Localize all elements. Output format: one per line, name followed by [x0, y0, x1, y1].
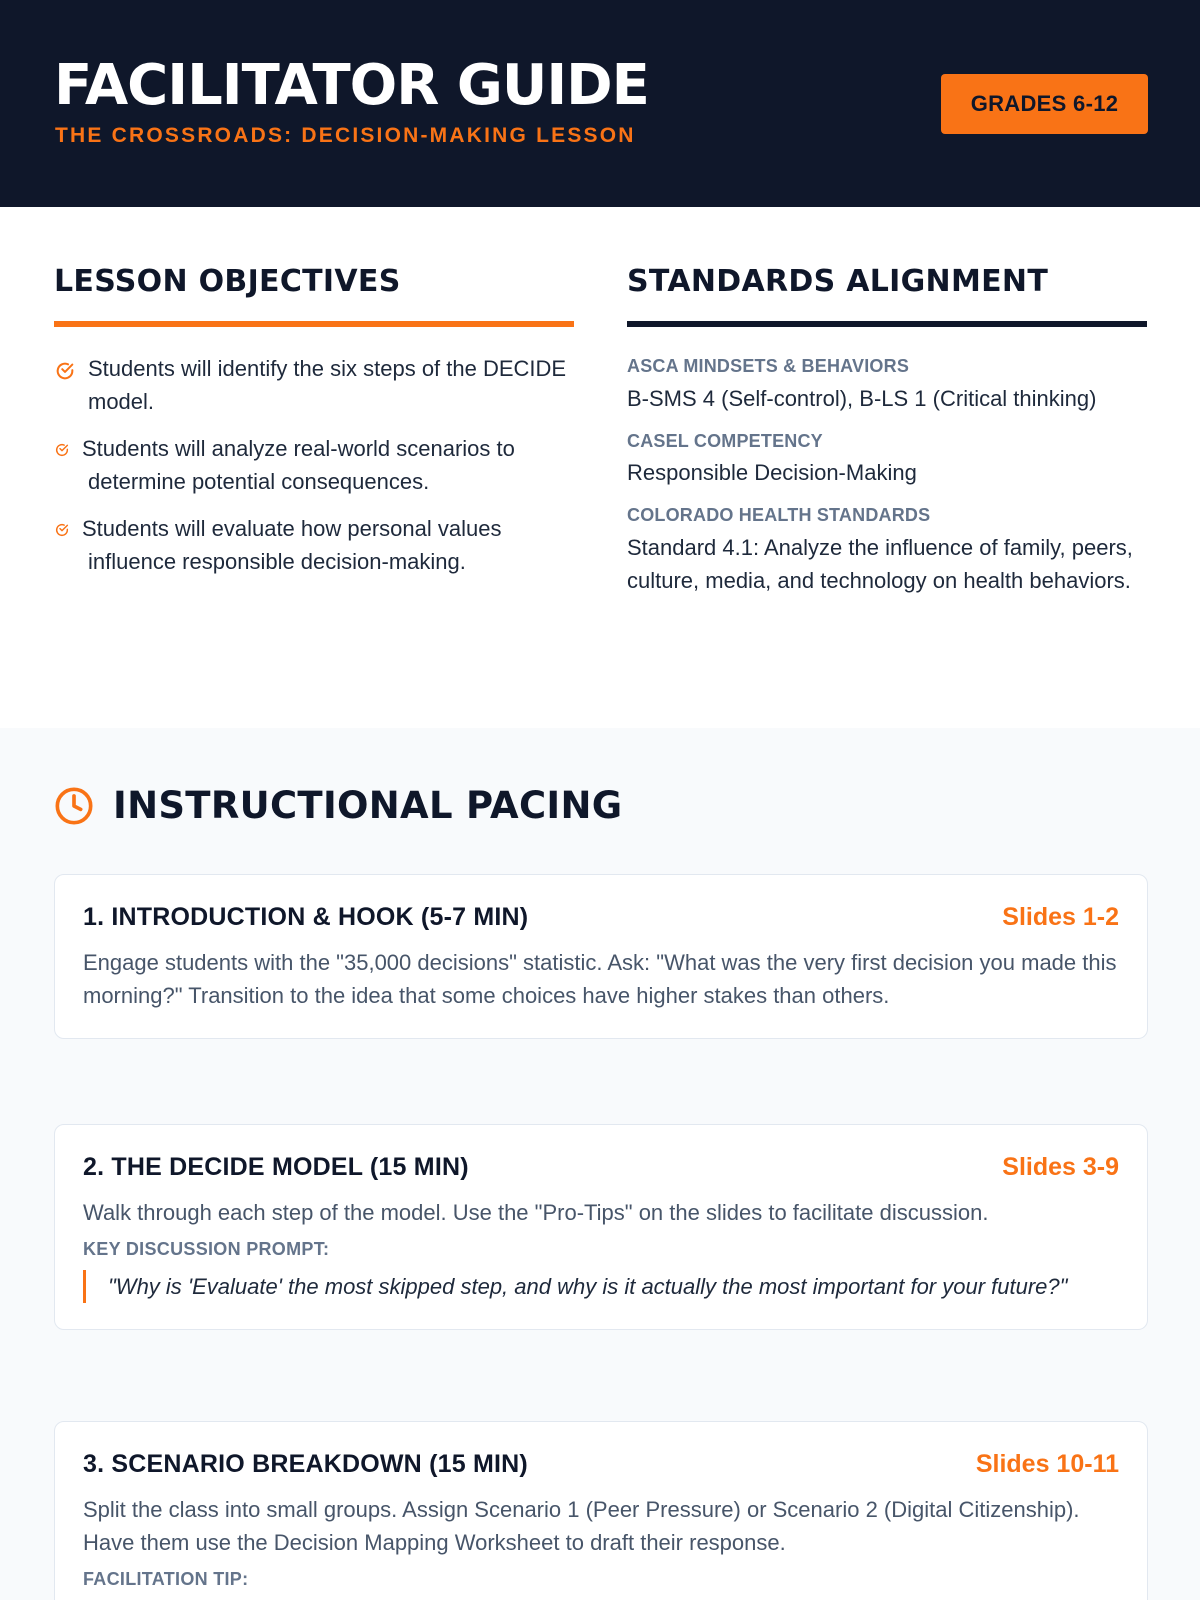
- card-body: Engage students with the "35,000 decisions" statistic. Ask: "What was the very first decision you made this morning?" Transition to the idea that some choices have higher stakes than others.: [83, 950, 1117, 1008]
- standard-label: CASEL COMPETENCY: [627, 430, 823, 451]
- card-title: 1. INTRODUCTION & HOOK (5-7 MIN): [83, 903, 529, 931]
- card-slides: Slides 1-2: [1002, 903, 1119, 931]
- page-header: [0, 0, 1200, 207]
- check-circle-icon: [54, 522, 70, 538]
- standards-list: [627, 356, 1147, 613]
- clock-icon: [54, 786, 94, 826]
- objective-item: [54, 352, 574, 418]
- standard-value: Responsible Decision-Making: [627, 460, 917, 486]
- card-body: Split the class into small groups. Assign Scenario 1 (Peer Pressure) or Scenario 2 (Digital Citizenship). Have them use the Decision Mapping Worksheet to draft their response.: [83, 1497, 1080, 1555]
- objectives-divider: [54, 321, 574, 327]
- prompt-label: FACILITATION TIP:: [83, 1569, 249, 1589]
- standard-value: Standard 4.1: Analyze the influence of family, peers, culture, media, and technology on health behaviors.: [627, 534, 1133, 593]
- standard-label: ASCA MINDSETS & BEHAVIORS: [627, 356, 910, 376]
- objective-text: Students will analyze real-world scenarios to determine potential consequences.: [82, 436, 515, 494]
- pacing-card: [54, 874, 1148, 1039]
- check-circle-icon: [54, 442, 70, 458]
- prompt-label: KEY DISCUSSION PROMPT:: [83, 1239, 330, 1259]
- objective-item: [54, 512, 574, 578]
- card-title: 3. SCENARIO BREAKDOWN (15 MIN): [83, 1450, 528, 1478]
- page-subtitle: THE CROSSROADS: DECISION-MAKING LESSON: [55, 124, 636, 147]
- objective-item: [54, 432, 574, 498]
- discussion-prompt: "Why is 'Evaluate' the most skipped step, and why is it actually the most important for your future?": [83, 1270, 1119, 1303]
- objectives-heading: LESSON OBJECTIVES: [54, 264, 401, 299]
- objective-text: Students will identify the six steps of the DECIDE model.: [88, 356, 567, 414]
- standards-divider: [627, 321, 1147, 327]
- grade-badge: GRADES 6-12: [941, 74, 1148, 134]
- check-circle-icon: [54, 360, 76, 382]
- objectives-list: [54, 352, 574, 592]
- card-slides: Slides 10-11: [975, 1450, 1119, 1478]
- objective-text: Students will evaluate how personal values influence responsible decision-making.: [82, 516, 502, 574]
- pacing-heading: INSTRUCTIONAL PACING: [113, 784, 623, 827]
- page-title: FACILITATOR GUIDE: [54, 53, 649, 118]
- card-title: 2. THE DECIDE MODEL (15 MIN): [83, 1153, 469, 1181]
- pacing-card: [54, 1124, 1148, 1330]
- pacing-card: [54, 1421, 1148, 1600]
- standards-heading: STANDARDS ALIGNMENT: [627, 264, 1049, 299]
- card-slides: Slides 3-9: [1002, 1153, 1119, 1181]
- standard-label: COLORADO HEALTH STANDARDS: [627, 505, 931, 526]
- standard-value: B-SMS 4 (Self-control), B-LS 1 (Critical thinking): [627, 385, 1097, 411]
- card-body: Walk through each step of the model. Use the "Pro-Tips" on the slides to facilitate discussion.: [83, 1200, 989, 1225]
